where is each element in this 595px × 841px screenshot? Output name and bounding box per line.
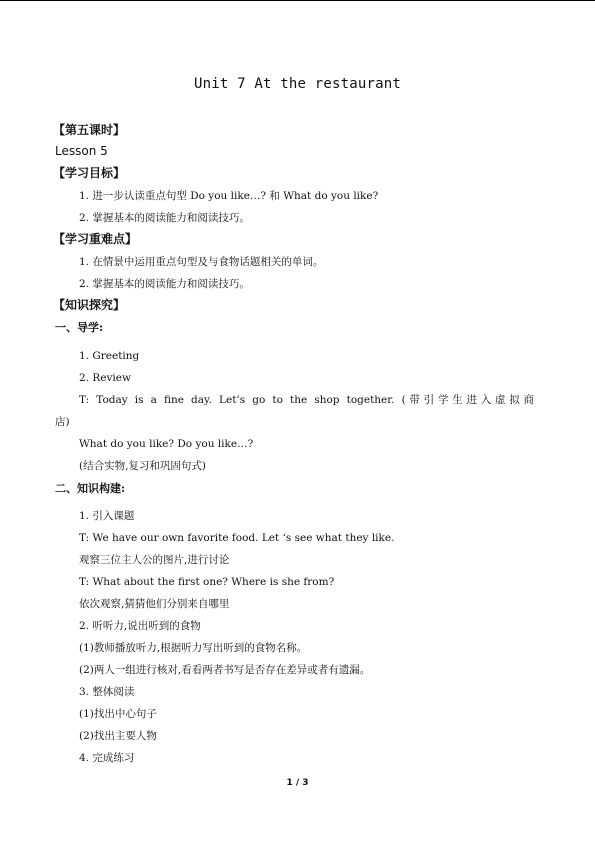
instruction-line: 依次观察,猜猜他们分别来自哪里: [79, 598, 230, 610]
greeting-step: 1. Greeting: [79, 350, 140, 362]
instruction-line: 观察三位主人公的图片,进行讨论: [79, 554, 230, 566]
step-item: 3. 整体阅读: [79, 686, 135, 698]
step-item: 4. 完成练习: [79, 752, 135, 764]
sub-step-item: (2)两人一组进行核对,看看两者书写是否存在差异或者有遗漏。: [79, 664, 371, 676]
teacher-line: T: We have our own favorite food. Let ‘s see what they like.: [79, 532, 395, 544]
objective-item: 2. 掌握基本的阅读能力和阅读技巧。: [79, 212, 250, 224]
key-point-item: 1. 在情景中运用重点句型及与食物话题相关的单词。: [79, 256, 324, 268]
part2-heading: 二、知识构建:: [55, 482, 126, 495]
objectives-heading: 【学习目标】: [53, 166, 126, 180]
teacher-line-continuation: 店): [55, 416, 70, 428]
section-period-heading: 【第五课时】: [53, 123, 126, 137]
page-number: 1 / 3: [286, 778, 309, 788]
teacher-line: T: Today is a fine day. Let’s go to the shop together. (带引学生进入虚拟商: [79, 394, 534, 406]
review-step: 2. Review: [79, 372, 131, 384]
part1-heading: 一、导学:: [55, 321, 104, 334]
sub-step-item: (2)找出主要人物: [79, 730, 157, 742]
objective-item: 1. 进一步认读重点句型 Do you like…? 和 What do you like?: [79, 190, 379, 202]
sub-step-item: (1)教师播放听力,根据听力写出听到的食物名称。: [79, 642, 308, 654]
step-item: 2. 听听力,说出听到的食物: [79, 620, 201, 632]
question-line: What do you like? Do you like…?: [79, 438, 254, 450]
key-points-heading: 【学习重难点】: [53, 232, 138, 246]
lesson-label: Lesson 5: [55, 144, 108, 158]
top-rule: [0, 0, 595, 1]
teacher-line: T: What about the first one? Where is she from?: [79, 576, 335, 588]
step-item: 1. 引入课题: [79, 510, 135, 522]
exploration-heading: 【知识探究】: [53, 298, 126, 312]
note-line: (结合实物,复习和巩固句式): [79, 460, 207, 472]
document-title: Unit 7 At the restaurant: [193, 76, 402, 92]
key-point-item: 2. 掌握基本的阅读能力和阅读技巧。: [79, 278, 250, 290]
sub-step-item: (1)找出中心句子: [79, 708, 157, 720]
